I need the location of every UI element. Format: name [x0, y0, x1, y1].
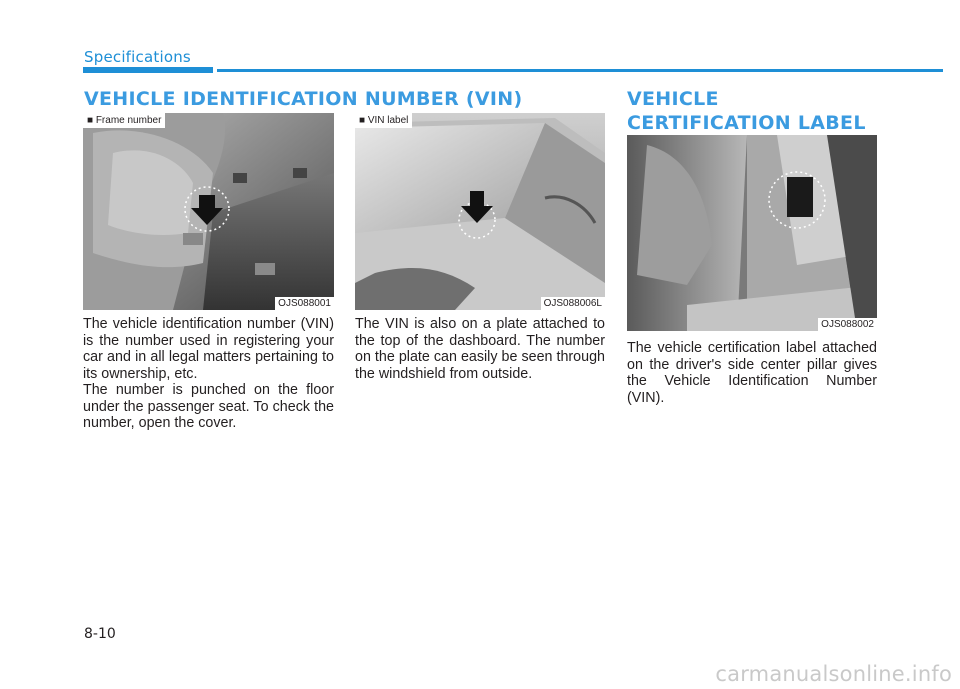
vin-label-caption: ■ VIN label: [355, 113, 412, 128]
vin-heading: VEHICLE IDENTIFICATION NUMBER (VIN): [84, 88, 523, 110]
header-rule: [217, 69, 943, 72]
vin-label-illustration: [355, 113, 605, 310]
frame-number-caption: ■ Frame number: [83, 113, 165, 128]
cert-label-figure: [627, 135, 877, 331]
vin-label-figure-code: OJS088006L: [541, 297, 605, 310]
certification-label-mark: [787, 177, 813, 217]
vin-paragraph-2: The number is punched on the floor under the passenger seat. To check the number, open the cover.: [83, 382, 334, 431]
cert-paragraph: The vehicle certification label attached on the driver's side center pillar gives the Vehicle Identification Number (VIN).: [627, 340, 877, 406]
vin-paragraph-3: The VIN is also on a plate attached to the top of the dashboard. The number on the plate can easily be seen through the windshield from outside.: [355, 316, 605, 382]
section-label: Specifications: [84, 48, 191, 66]
vin-paragraph-1: The vehicle identification number (VIN) is the number used in registering your car and in all legal matters pertaining to its ownership, etc.: [83, 316, 334, 382]
watermark: carmanualsonline.info: [715, 662, 952, 686]
cert-heading: VEHICLE CERTIFICATION LABEL: [627, 88, 866, 134]
page-number: 8-10: [84, 626, 116, 642]
cert-label-figure-code: OJS088002: [818, 318, 877, 331]
vin-label-figure: [355, 113, 605, 310]
frame-number-illustration: [83, 113, 334, 310]
header-bar-accent: [83, 67, 213, 73]
cert-label-illustration: [627, 135, 877, 331]
frame-number-figure-code: OJS088001: [275, 297, 334, 310]
frame-number-figure: [83, 113, 334, 310]
